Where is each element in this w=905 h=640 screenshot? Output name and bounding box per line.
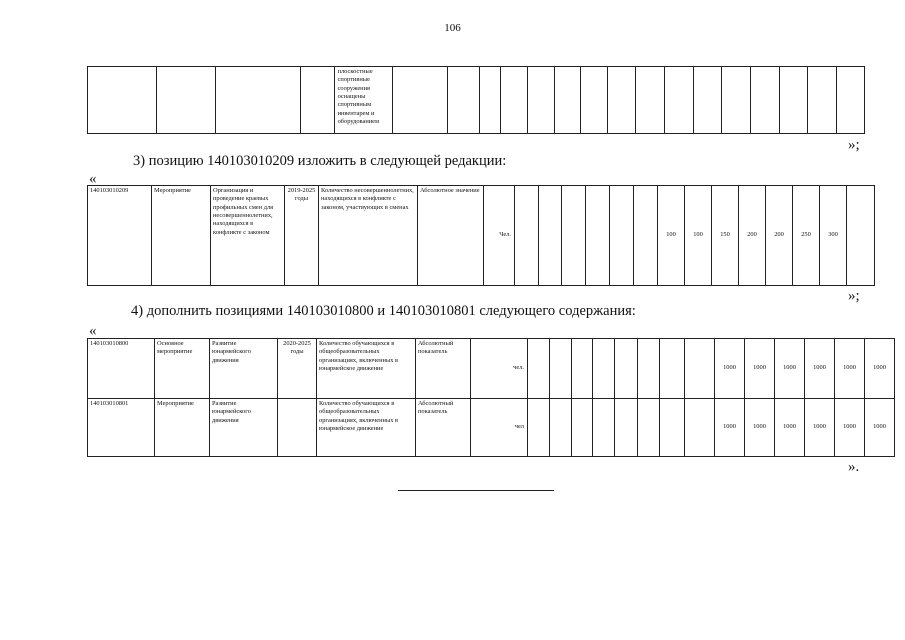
cell [685,339,715,399]
position-code: 140103010209 [88,186,152,286]
cell [393,67,448,134]
cell [527,67,554,134]
value-cell: 300 [820,186,847,286]
cell [515,186,539,286]
position-name: Развитие юнармейского движения [210,339,278,399]
divider-line [398,490,554,491]
cell [693,67,722,134]
cell [448,67,480,134]
instruction-4: 4) дополнить позициями 140103010800 и 140103010801 следующего содержания: [131,303,636,319]
page-number: 106 [444,22,461,34]
value-cell: 1000 [865,339,895,399]
value-cell: 1000 [775,339,805,399]
table-position-140103010209 [87,185,875,286]
value-cell: 1000 [835,399,865,457]
position-period: 2020-2025 годы [278,339,317,399]
cell [528,399,550,457]
cell [562,186,586,286]
position-code: 140103010801 [88,399,155,457]
position-type: Мероприятие [152,186,211,286]
value-cell: 1000 [745,339,775,399]
position-code: 140103010800 [88,339,155,399]
value-cell: 1000 [775,399,805,457]
position-type: Мероприятие [155,399,210,457]
indicator-name: Количество обучающихся в общеобразовательных организациях, включенных в юнармейское движение [317,399,416,457]
cell [751,67,780,134]
value-cell: 1000 [715,339,745,399]
cell [300,67,334,134]
cell [480,67,501,134]
cell [665,67,694,134]
value-cell: 1000 [805,339,835,399]
cell [593,339,615,399]
closing-quote: ». [848,459,860,475]
cell [572,339,593,399]
closing-quote: »; [848,288,860,304]
table-row [88,339,895,399]
table-row [88,399,895,457]
position-type: Основное мероприятие [155,339,210,399]
value-cell: 1000 [745,399,775,457]
cell [550,339,572,399]
cell [528,339,550,399]
instruction-3: 3) позицию 140103010209 изложить в следующей редакции: [133,153,507,169]
cell [837,67,865,134]
value-cell: 200 [766,186,793,286]
row-description: плоскостные спортивные сооружения оснащены спортивным инвентарем и оборудованием [334,67,392,134]
cell [539,186,562,286]
cell [610,186,634,286]
cell [638,339,660,399]
cell [615,339,638,399]
unit: чел [471,399,528,457]
cell [554,67,581,134]
cell [215,67,300,134]
cell [550,399,572,457]
opening-quote: « [89,171,97,187]
cell [615,399,638,457]
cell [685,399,715,457]
value-cell: 100 [685,186,712,286]
position-period [278,399,317,457]
value-type: Абсолютный показатель [416,399,471,457]
closing-quote: »; [848,137,860,153]
cell [808,67,837,134]
value-cell: 150 [712,186,739,286]
value-cell: 200 [739,186,766,286]
cell [779,67,808,134]
cell [638,399,660,457]
unit: Чел. [484,186,515,286]
table-row [88,186,875,286]
table-positions-1401030108xx [87,338,895,457]
value-cell: 1000 [805,399,835,457]
cell [634,186,658,286]
cell [501,67,528,134]
unit: чел. [471,339,528,399]
position-name: Развитие юнармейского движения [210,399,278,457]
cell [636,67,665,134]
table-continuation [87,66,865,134]
value-cell: 100 [658,186,685,286]
cell [660,339,685,399]
value-type: Абсолютный показатель [416,339,471,399]
cell [586,186,610,286]
position-name: Организация и проведение краевых профильных смен для несовершеннолетних, находящихся в конфликте с законом [211,186,285,286]
cell [722,67,751,134]
cell [847,186,875,286]
cell [572,399,593,457]
position-period: 2019-2025 годы [285,186,319,286]
indicator-name: Количество несовершеннолетних, находящихся в конфликте с законом, участвующих в сменах [319,186,418,286]
value-cell: 1000 [835,339,865,399]
opening-quote: « [89,323,97,339]
value-cell: 250 [793,186,820,286]
table-row [88,67,865,134]
cell [88,67,157,134]
cell [581,67,608,134]
cell [593,399,615,457]
cell [157,67,215,134]
cell [607,67,636,134]
value-cell: 1000 [715,399,745,457]
value-cell: 1000 [865,399,895,457]
indicator-name: Количество обучающихся в общеобразовательных организациях, включенных в юнармейское движение [317,339,416,399]
value-type: Абсолютное значение [418,186,484,286]
cell [660,399,685,457]
